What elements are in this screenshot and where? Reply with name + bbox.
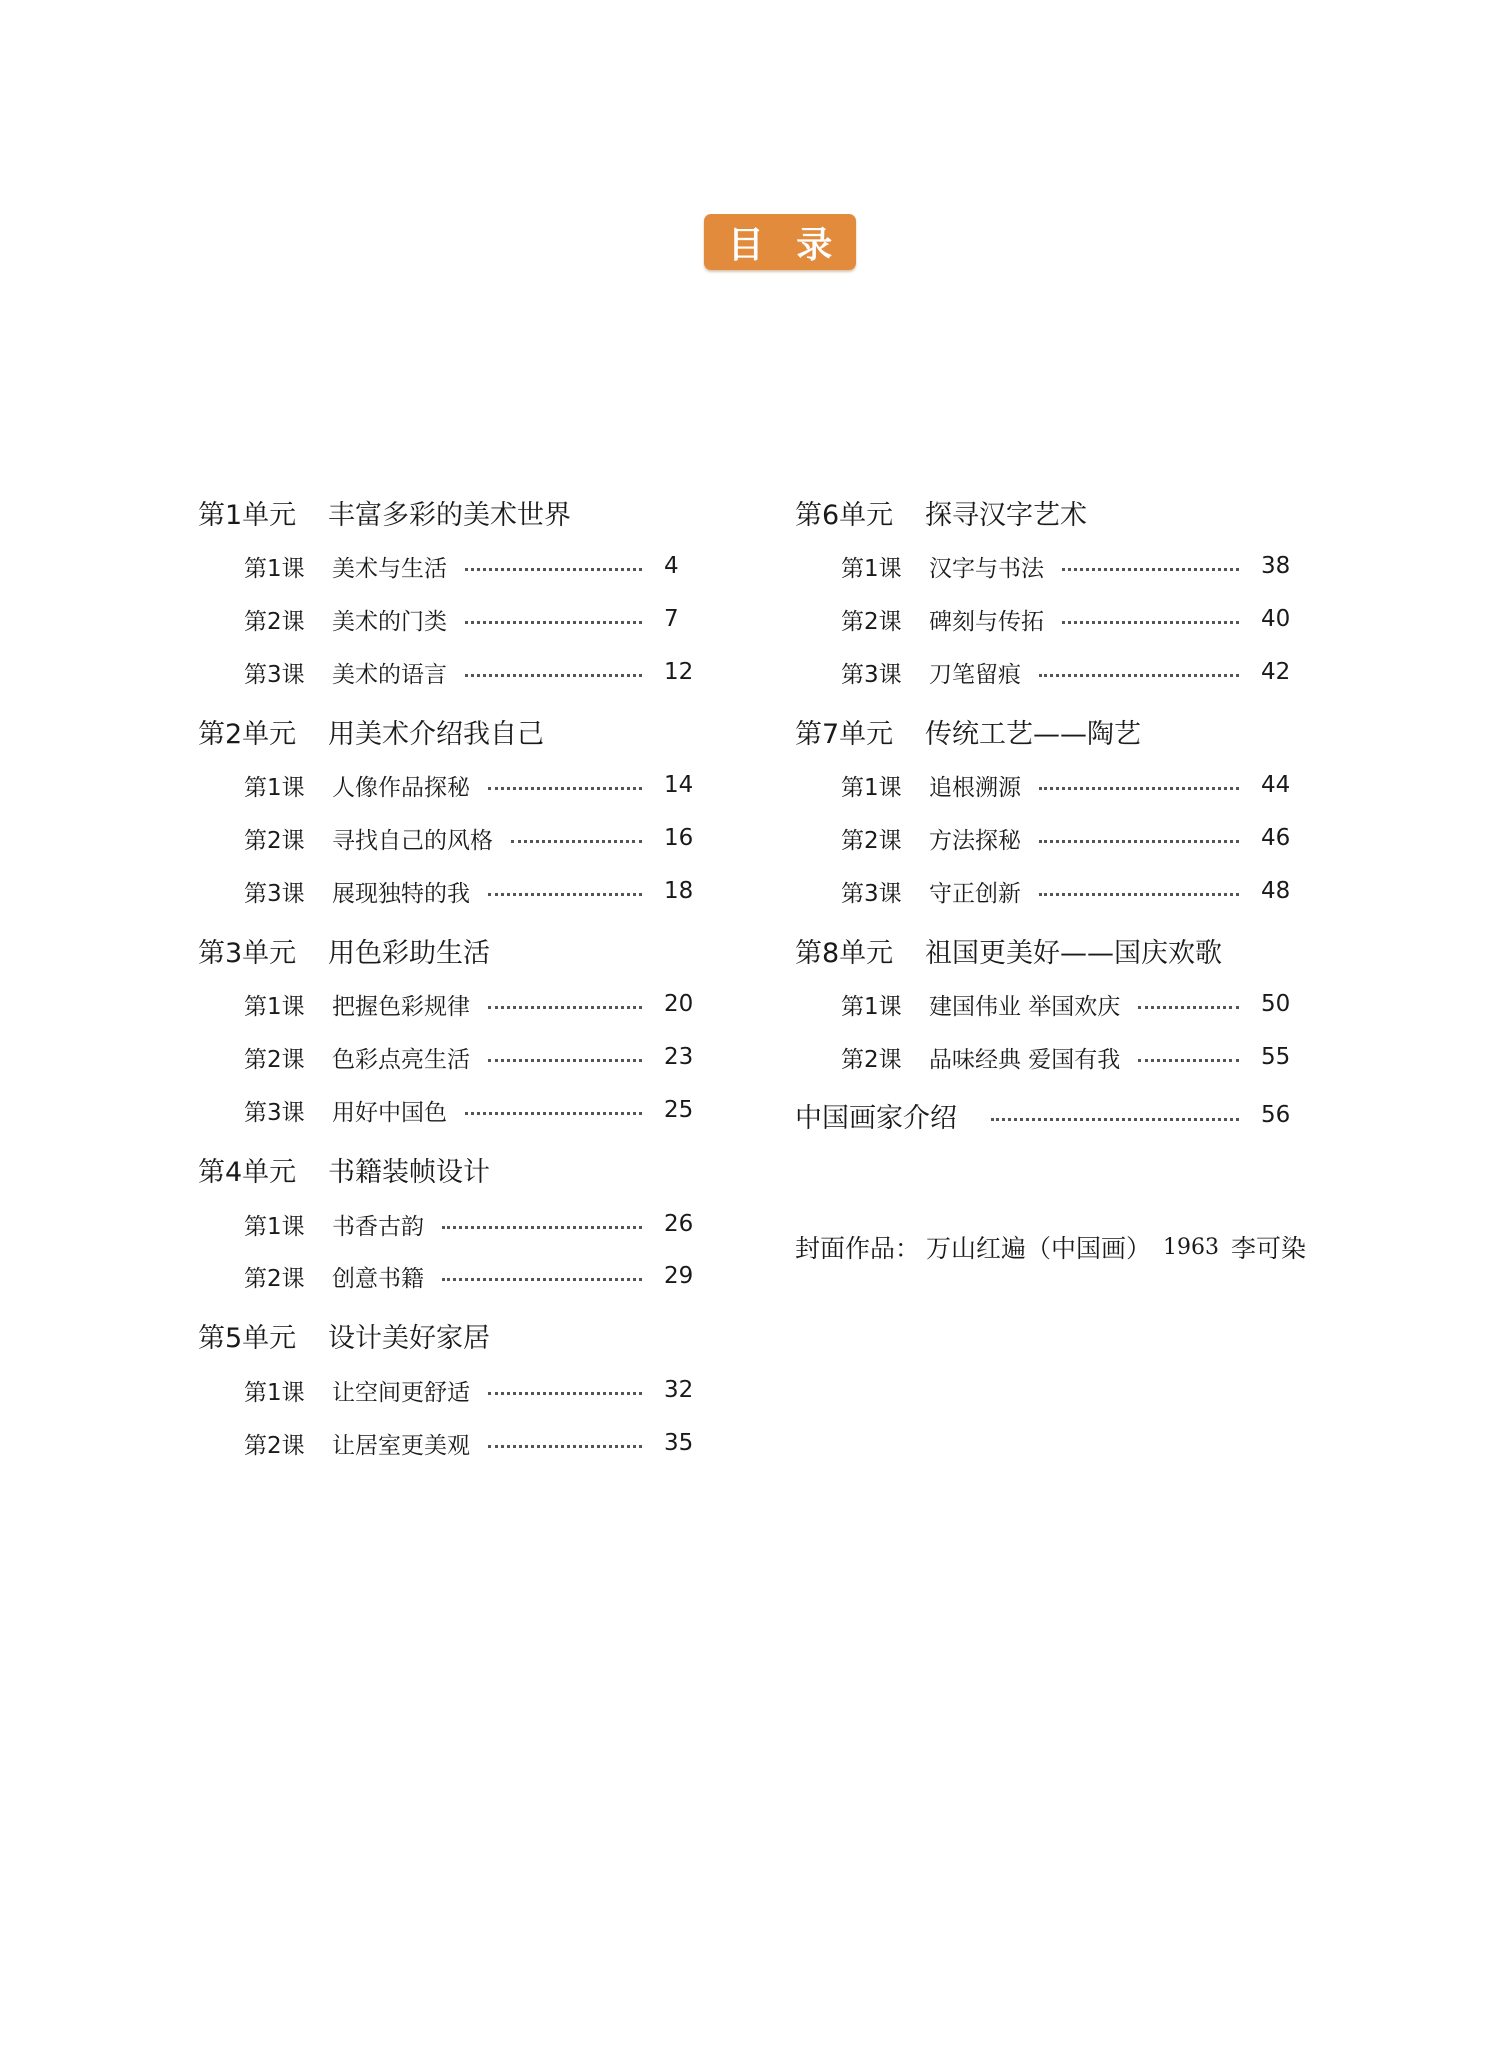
dot-leader: [488, 1445, 642, 1448]
toc-unit-heading[interactable]: [198, 930, 490, 970]
unit-number: 第1单元: [198, 499, 297, 531]
page-number: 16: [664, 825, 694, 851]
unit-number: 第7单元: [795, 718, 894, 750]
page-number: 12: [664, 659, 694, 685]
toc-painters-entry[interactable]: [795, 1095, 1305, 1135]
toc-lesson-row[interactable]: [244, 1258, 708, 1294]
toc-unit-heading[interactable]: [795, 711, 1141, 751]
page-number: 38: [1261, 553, 1291, 579]
cover-label: 封面作品：: [795, 1234, 921, 1263]
lesson-title: 追根溯源: [929, 774, 1021, 801]
cover-work: 万山红遍（中国画）: [926, 1234, 1152, 1263]
dot-leader: [488, 893, 642, 896]
toc-lesson-row[interactable]: [244, 873, 708, 909]
toc-lesson-row[interactable]: [244, 1039, 708, 1075]
dot-leader: [1062, 568, 1239, 571]
unit-number: 第4单元: [198, 1156, 297, 1188]
toc-lesson-row[interactable]: [841, 548, 1305, 584]
toc-lesson-row[interactable]: [244, 1372, 708, 1408]
dot-leader: [442, 1278, 642, 1281]
toc-unit-heading[interactable]: [198, 711, 544, 751]
toc-lesson-row[interactable]: [244, 1425, 708, 1461]
unit-number: 第6单元: [795, 499, 894, 531]
lesson-title: 碑刻与传拓: [929, 608, 1044, 635]
lesson-title: 刀笔留痕: [929, 661, 1021, 688]
page-number: 29: [664, 1263, 694, 1289]
page-number: 14: [664, 772, 694, 798]
dot-leader: [488, 787, 642, 790]
lesson-title: 让居室更美观: [332, 1432, 470, 1459]
lesson-number: 第3课: [841, 661, 902, 688]
lesson-number: 第2课: [244, 1046, 305, 1073]
lesson-number: 第1课: [244, 1213, 305, 1240]
unit-title: 用美术介绍我自己: [328, 718, 544, 750]
page-number: 40: [1261, 606, 1291, 632]
toc-unit-heading[interactable]: [198, 1315, 490, 1355]
page-title: 目 录: [704, 214, 856, 270]
lesson-number: 第1课: [841, 993, 902, 1020]
dot-leader: [1138, 1006, 1239, 1009]
dot-leader: [488, 1392, 642, 1395]
lesson-title: 汉字与书法: [929, 555, 1044, 582]
dot-leader: [511, 840, 642, 843]
page-number: 48: [1261, 878, 1291, 904]
lesson-title: 创意书籍: [332, 1265, 424, 1292]
lesson-number: 第2课: [244, 1265, 305, 1292]
lesson-title: 守正创新: [929, 880, 1021, 907]
unit-number: 第5单元: [198, 1322, 297, 1354]
toc-lesson-row[interactable]: [244, 548, 708, 584]
page-number: 50: [1261, 991, 1291, 1017]
page-number: 25: [664, 1097, 694, 1123]
lesson-number: 第1课: [244, 993, 305, 1020]
lesson-number: 第1课: [244, 555, 305, 582]
toc-lesson-row[interactable]: [841, 767, 1305, 803]
lesson-number: 第3课: [244, 880, 305, 907]
unit-title: 探寻汉字艺术: [925, 499, 1087, 531]
dot-leader: [1039, 840, 1239, 843]
lesson-number: 第2课: [244, 1432, 305, 1459]
page-number: 4: [664, 553, 679, 579]
lesson-title: 用好中国色: [332, 1099, 447, 1126]
lesson-title: 把握色彩规律: [332, 993, 470, 1020]
unit-number: 第8单元: [795, 937, 894, 969]
lesson-number: 第1课: [244, 1379, 305, 1406]
lesson-number: 第1课: [841, 774, 902, 801]
page-number: 26: [664, 1211, 694, 1237]
lesson-number: 第1课: [244, 774, 305, 801]
painters-title: 中国画家介绍: [795, 1102, 957, 1134]
dot-leader: [991, 1118, 1239, 1121]
unit-title: 传统工艺——陶艺: [925, 718, 1141, 750]
dot-leader: [1039, 787, 1239, 790]
toc-lesson-row[interactable]: [244, 1092, 708, 1128]
toc-lesson-row[interactable]: [841, 1039, 1305, 1075]
toc-lesson-row[interactable]: [841, 601, 1305, 637]
toc-unit-heading[interactable]: [198, 492, 571, 532]
page-number: 55: [1261, 1044, 1291, 1070]
lesson-title: 品味经典 爱国有我: [929, 1046, 1121, 1073]
lesson-title: 人像作品探秘: [332, 774, 470, 801]
page-number: 56: [1261, 1102, 1291, 1128]
lesson-title: 美术与生活: [332, 555, 447, 582]
lesson-number: 第2课: [841, 608, 902, 635]
dot-leader: [1062, 621, 1239, 624]
unit-title: 祖国更美好——国庆欢歌: [925, 937, 1222, 969]
page-number: 35: [664, 1430, 694, 1456]
toc-unit-heading[interactable]: [795, 492, 1087, 532]
lesson-title: 方法探秘: [929, 827, 1021, 854]
toc-lesson-row[interactable]: [244, 654, 708, 690]
dot-leader: [442, 1226, 642, 1229]
dot-leader: [465, 568, 642, 571]
page-number: 42: [1261, 659, 1291, 685]
toc-lesson-row[interactable]: [244, 820, 708, 856]
dot-leader: [488, 1059, 642, 1062]
unit-number: 第2单元: [198, 718, 297, 750]
page-number: 32: [664, 1377, 694, 1403]
lesson-title: 色彩点亮生活: [332, 1046, 470, 1073]
toc-lesson-row[interactable]: [841, 820, 1305, 856]
cover-credit: [795, 1227, 1312, 1267]
lesson-title: 美术的语言: [332, 661, 447, 688]
lesson-number: 第2课: [244, 827, 305, 854]
lesson-title: 美术的门类: [332, 608, 447, 635]
toc-lesson-row[interactable]: [244, 767, 708, 803]
dot-leader: [465, 674, 642, 677]
page-number: 46: [1261, 825, 1291, 851]
toc-lesson-row[interactable]: [244, 986, 708, 1022]
toc-lesson-row[interactable]: [244, 1206, 708, 1242]
dot-leader: [465, 1112, 642, 1115]
toc-lesson-row[interactable]: [841, 873, 1305, 909]
lesson-title: 建国伟业 举国欢庆: [929, 993, 1121, 1020]
dot-leader: [465, 621, 642, 624]
lesson-title: 让空间更舒适: [332, 1379, 470, 1406]
unit-title: 丰富多彩的美术世界: [328, 499, 571, 531]
unit-number: 第3单元: [198, 937, 297, 969]
unit-title: 用色彩助生活: [328, 937, 490, 969]
lesson-number: 第2课: [244, 608, 305, 635]
toc-lesson-row[interactable]: [244, 601, 708, 637]
unit-title: 设计美好家居: [328, 1322, 490, 1354]
unit-title: 书籍装帧设计: [328, 1156, 490, 1188]
page-number: 23: [664, 1044, 694, 1070]
lesson-number: 第3课: [244, 661, 305, 688]
lesson-number: 第2课: [841, 827, 902, 854]
dot-leader: [1039, 893, 1239, 896]
lesson-number: 第3课: [244, 1099, 305, 1126]
cover-artist: 李可染: [1231, 1234, 1307, 1263]
page-number: 18: [664, 878, 694, 904]
lesson-title: 书香古韵: [332, 1213, 424, 1240]
lesson-title: 寻找自己的风格: [332, 827, 493, 854]
page-number: 7: [664, 606, 679, 632]
toc-lesson-row[interactable]: [841, 986, 1305, 1022]
lesson-title: 展现独特的我: [332, 880, 470, 907]
lesson-number: 第1课: [841, 555, 902, 582]
page-number: 20: [664, 991, 694, 1017]
dot-leader: [1138, 1059, 1239, 1062]
page-number: 44: [1261, 772, 1291, 798]
lesson-number: 第3课: [841, 880, 902, 907]
cover-year: 1963: [1163, 1234, 1220, 1260]
dot-leader: [1039, 674, 1239, 677]
dot-leader: [488, 1006, 642, 1009]
toc-unit-heading[interactable]: [198, 1149, 490, 1189]
lesson-number: 第2课: [841, 1046, 902, 1073]
toc-unit-heading[interactable]: [795, 930, 1222, 970]
toc-lesson-row[interactable]: [841, 654, 1305, 690]
